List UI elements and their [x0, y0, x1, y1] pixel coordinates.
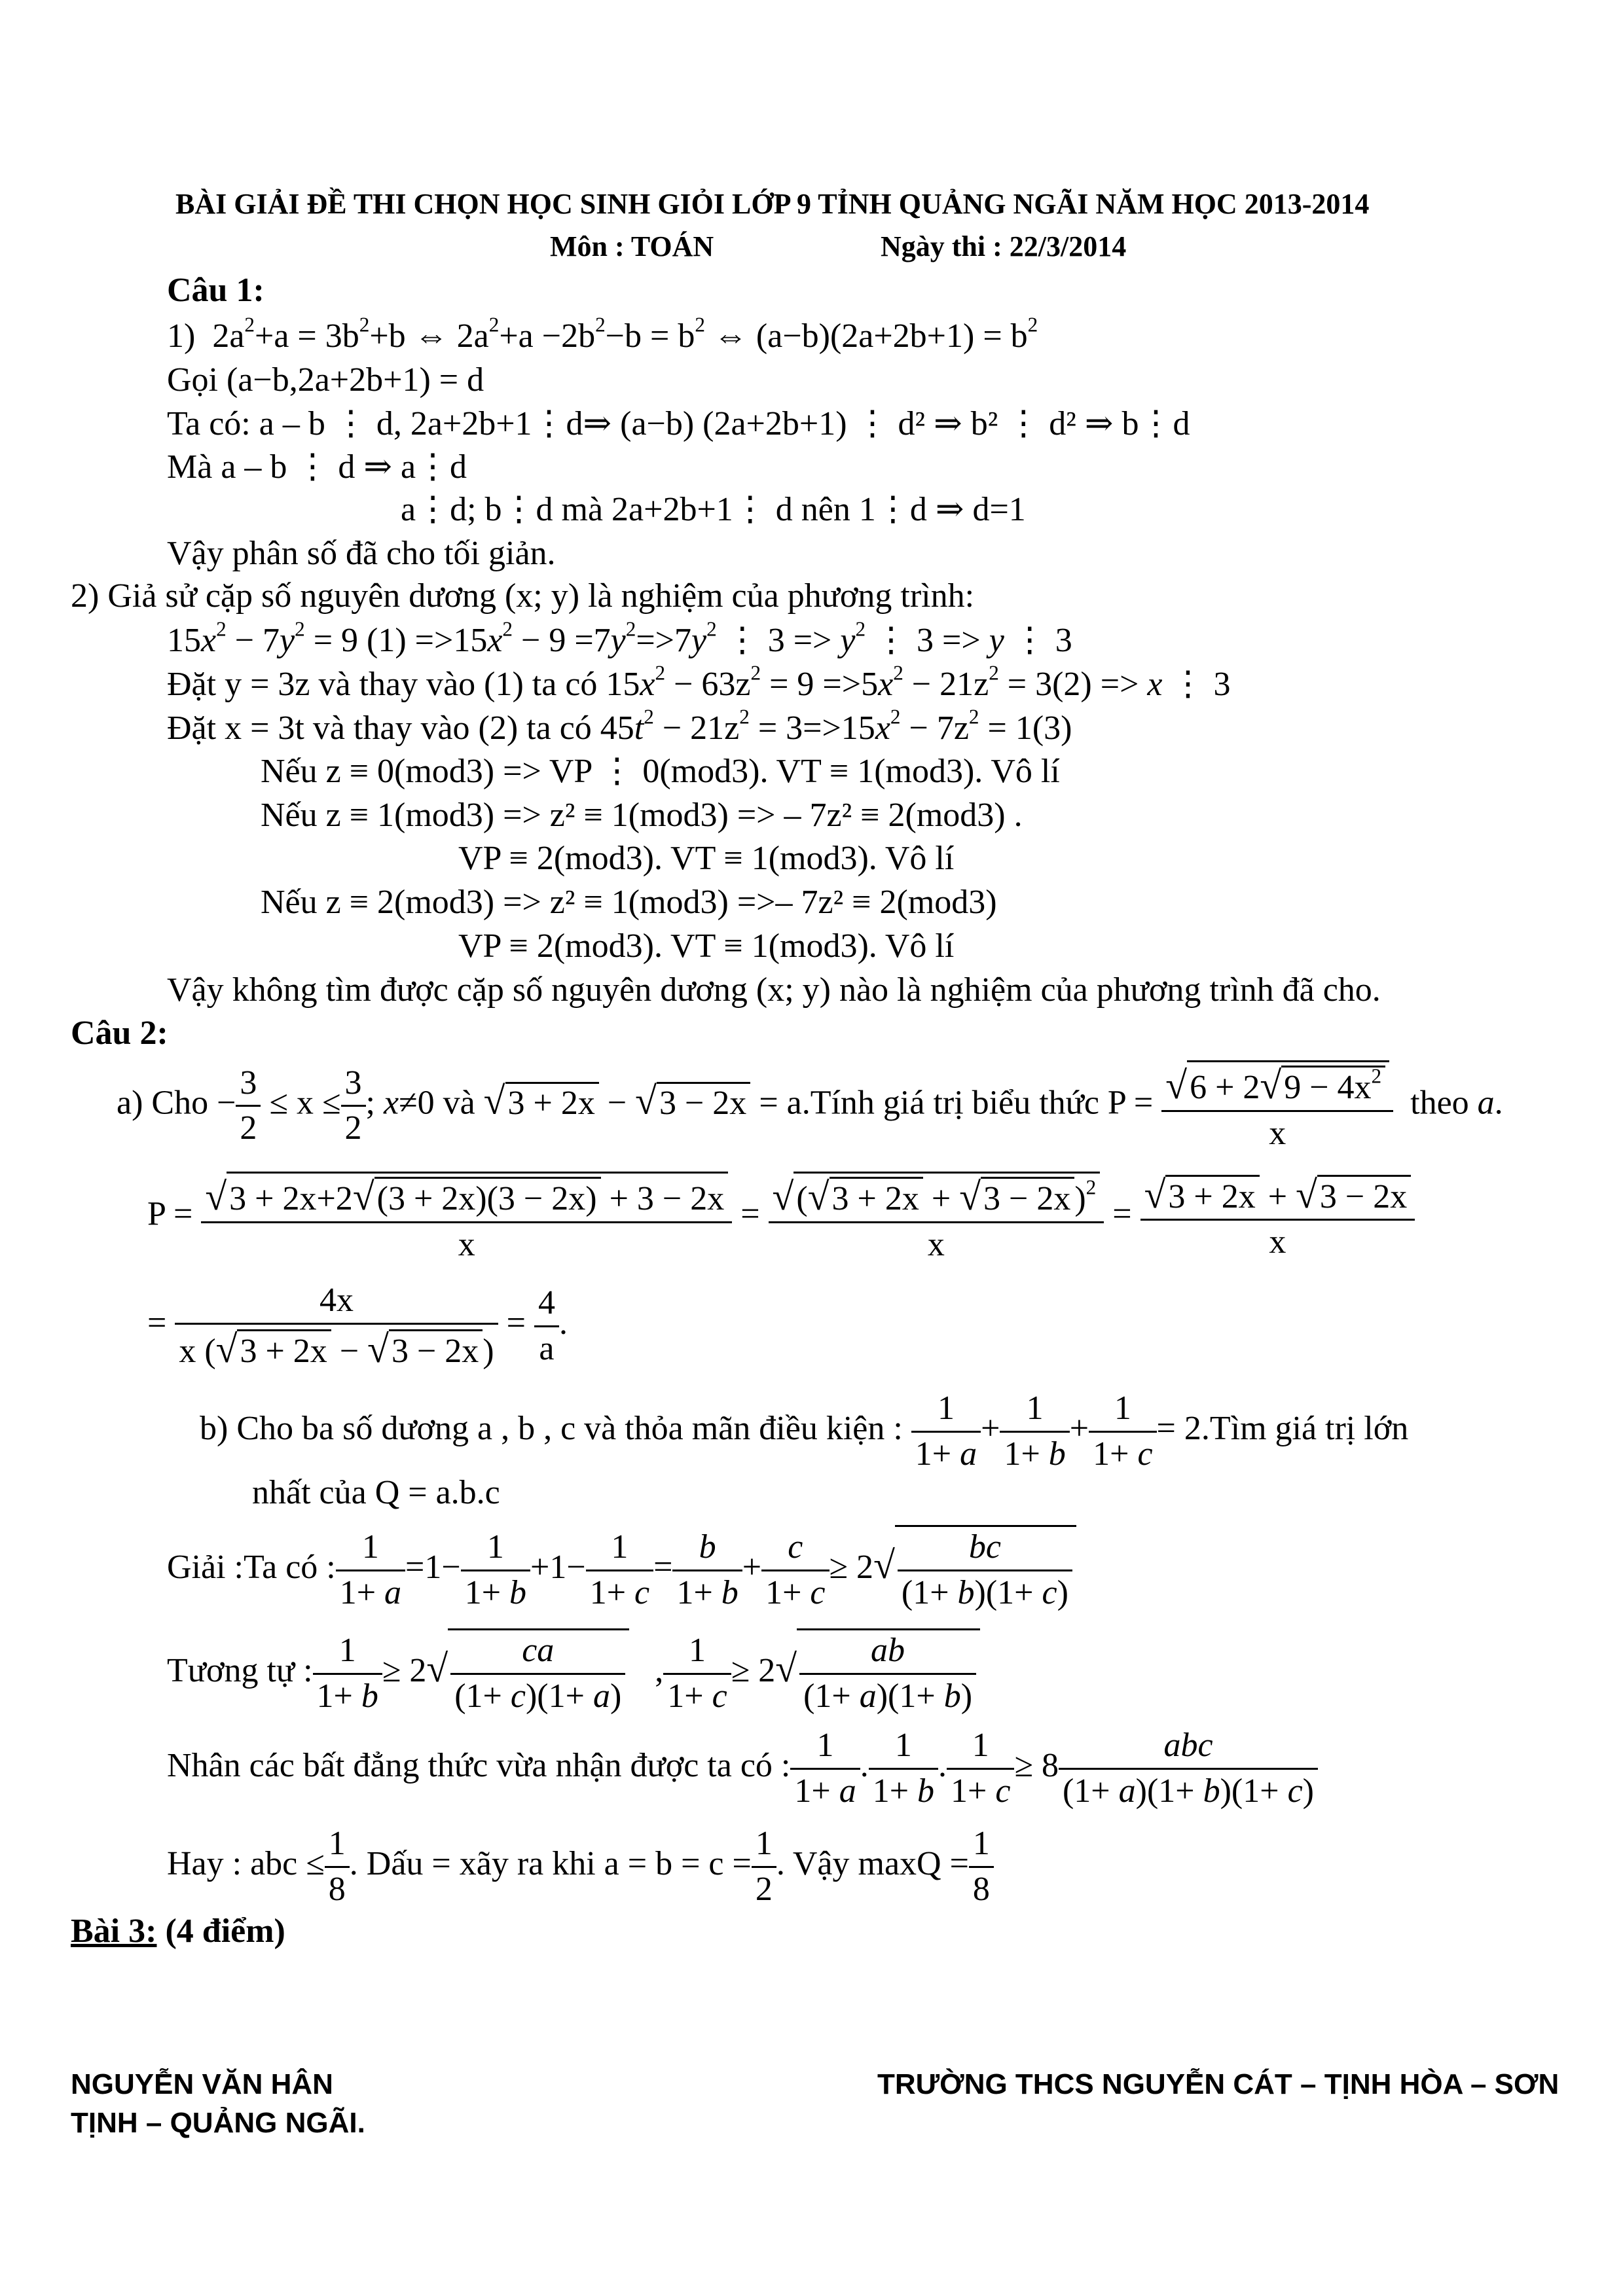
cau2-b-statement: b) Cho ba số dương a , b , c và thỏa mãn điều kiện : $\frac{1}{1+ a}$ + $\frac{1}{1+ b}$ + $\frac{1}{1+ c}$ = 2.Tìm giá trị lớn: [200, 1390, 1409, 1473]
cau1-part2-intro: 2) Giả sử cặp số nguyên dương (x; y) là nghiệm của phương trình:: [71, 577, 975, 615]
cau1-line1: 1) $2a^2+a = 3b^2+b$ ⇔ $2a^2+a -2b^2-b = b^2$ ⇔ $(a-b)(2a+2b+1) = b^2$: [167, 313, 1038, 355]
cau2-a-solution-line1: P = $\frac{√3 + 2x+2√(3 + 2x)(3 - 2x) + 3 - 2x}{x}$ = $\frac{√(√3 + 2x + √3 - 2x )^2}{x}$ = $\frac{√3 + 2x + √3 - 2x}{x}$: [147, 1172, 1415, 1263]
cau1-conclusion: Vậy không tìm được cặp số nguyên dương (x; y) nào là nghiệm của phương trình đã cho.: [167, 971, 1381, 1009]
cau1-line5: a⋮d; b⋮d mà 2a+2b+1⋮ d nên 1⋮d ⇒ d=1: [401, 491, 1026, 528]
cau2-b-solution1: Giải :Ta có : $\frac{1}{1+ a}$ =1− $\frac{1}{1+ b}$ +1− $\frac{1}{1+ c}$ = $\frac{b}{1+ b}$ + $\frac{c}{1+ c}$ ≥ 2√ $\frac{bc}{(1+ b)(1+ c)}$: [167, 1525, 1076, 1611]
cau1-case3b: VP ≡ 2(mod3). VT ≡ 1(mod3). Vô lí: [458, 927, 955, 965]
cau1-line6: Vậy phân số đã cho tối giản.: [167, 535, 556, 572]
cau1-case1: Nếu z ≡ 0(mod3) => VP ⋮ 0(mod3). VT ≡ 1(mod3). Vô lí: [261, 753, 1060, 790]
cau2-b-conclusion: Hay : abc ≤ $\frac{1}{8}$ . Dấu = xãy ra khi a = b = c = $\frac{1}{2}$ . Vậy maxQ = $\frac{1}{8}$: [167, 1826, 994, 1907]
cau1-case3a: Nếu z ≡ 2(mod3) => z² ≡ 1(mod3) =>– 7z² ≡ 2(mod3): [261, 884, 997, 921]
cau1-eq3: Đặt x = 3t và thay vào (2) ta có $45t^2 - 21z^2 = 3=>15x^2 - 7z^2 = 1(3)$: [167, 705, 1072, 747]
cau1-heading: Câu 1:: [167, 272, 264, 309]
footer-location: TỊNH – QUẢNG NGÃI.: [71, 2107, 365, 2139]
exam-date: Ngày thi : 22/3/2014: [881, 230, 1127, 262]
cau2-a-statement: a) Cho − $\frac{3}{2}$ ≤ x ≤ $\frac{3}{2}$ ; x≠0 và √3 + 2x − √3 − 2x = a.Tính giá trị biểu thức P = $\frac{√6 + 2√9 - 4x^2}{x}$ theo a.: [117, 1060, 1503, 1151]
cau1-line3: Ta có: a – b ⋮ d, 2a+2b+1⋮d⇒ (a−b) (2a+2b+1) ⋮ d² ⇒ b² ⋮ d² ⇒ b⋮d: [167, 405, 1190, 442]
subject-label: Môn : TOÁN: [550, 230, 714, 262]
cau2-b-solution2: Tương tự : $\frac{1}{1+ b}$ ≥ 2√ $\frac{ca}{(1+ c)(1+ a)}$ , $\frac{1}{1+ c}$ ≥ 2√ $\frac{ab}{(1+ a)(1+ b)}$: [167, 1628, 980, 1714]
footer-author: NGUYỄN VĂN HÂN: [71, 2068, 333, 2100]
footer-school: TRƯỜNG THCS NGUYỄN CÁT – TỊNH HÒA – SƠN: [877, 2068, 1559, 2100]
cau1-case2b: VP ≡ 2(mod3). VT ≡ 1(mod3). Vô lí: [458, 840, 955, 877]
cau1-case2a: Nếu z ≡ 1(mod3) => z² ≡ 1(mod3) => – 7z² ≡ 2(mod3) .: [261, 797, 1023, 834]
cau2-heading: Câu 2:: [71, 1014, 168, 1052]
cau2-b-solution3: Nhân các bất đẳng thức vừa nhận được ta có : $\frac{1}{1+ a}$ . $\frac{1}{1+ b}$ . $\frac{1}{1+ c}$ ≥ 8 $\frac{\text{abc}}{(1+ a)(1+ b)(1+ c)}$: [167, 1728, 1318, 1809]
cau1-line2: Gọi (a−b,2a+2b+1) = d: [167, 361, 484, 399]
cau1-eq1: $15x^2 - 7y^2 = 9$ $(1) =>15x^2 - 9 =7y^2=>7y^2$ ⋮ $3 => y^2$ ⋮ 3 => y ⋮ 3: [167, 617, 1072, 659]
cau2-a-solution-line2: = $\frac{4x}{x (√3 + 2x - √3 - 2x )}$ = $\frac{4}{a}$ .: [147, 1282, 568, 1371]
cau2-b-statement2: nhất của Q = a.b.c: [252, 1474, 500, 1511]
cau1-eq2: Đặt y = 3z và thay vào (1) ta có $15x^2 - 63z^2 = 9 =>5x^2 - 21z^2 = 3(2) => x$ ⋮ 3: [167, 661, 1231, 703]
document-title: BÀI GIẢI ĐỀ THI CHỌN HỌC SINH GIỎI LỚP 9 TỈNH QUẢNG NGÃI NĂM HỌC 2013-2014: [175, 188, 1370, 220]
bai3-heading: Bài 3: (4 điểm): [71, 1912, 285, 1950]
cau1-line4: Mà a – b ⋮ d ⇒ a⋮d: [167, 448, 467, 486]
